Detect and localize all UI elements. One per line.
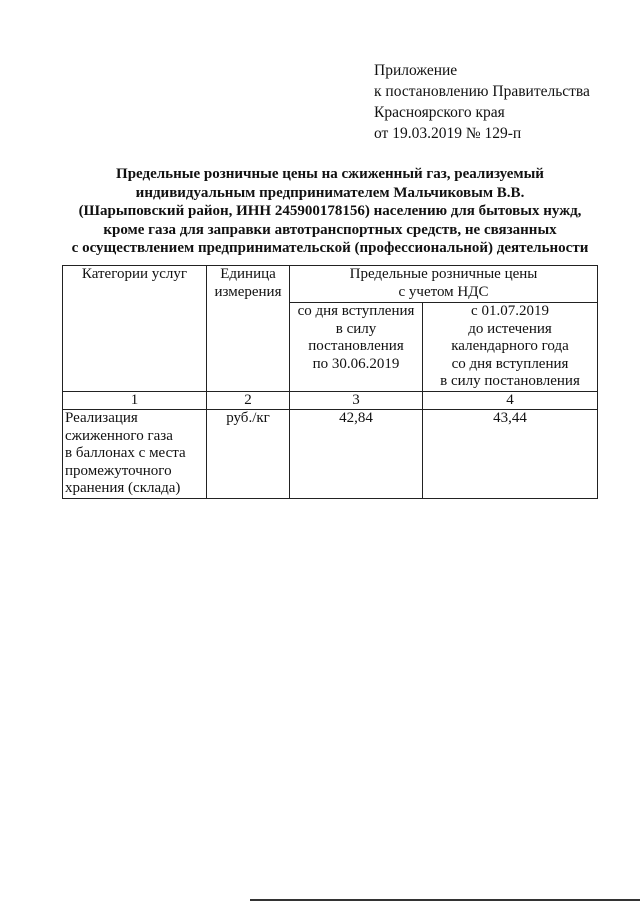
row-unit: руб./кг [207,410,290,499]
row-price-period-1: 42,84 [290,410,423,499]
row-category: Реализация сжиженного газа в баллонах с места промежуточного хранения (склада) [63,410,207,499]
appendix-line: Красноярского края [374,104,505,121]
table-row [63,410,598,499]
column-number-row [63,391,598,410]
header-period-1: со дня вступления в силу постановления по 30.06.2019 [290,303,423,392]
appendix-line: к постановлению Правительства [374,83,590,100]
row-price-period-2: 43,44 [423,410,598,499]
appendix-header [374,60,590,144]
column-number: 2 [207,391,290,410]
title-line: с осуществлением предпринимательской (профессиональной) деятельности [71,240,589,256]
column-number: 1 [63,391,207,410]
title-line: индивидуальным предпринимателем Мальчиковым В.В. [135,184,525,201]
header-prices: Предельные розничные цены с учетом НДС [290,266,598,303]
document-title [60,165,600,258]
price-table [62,265,598,499]
title-line: кроме газа для заправки автотранспортных средств, не связанных [103,221,557,238]
header-unit: Единица измерения [207,266,290,392]
title-line: (Шарыповский район, ИНН 245900178156) населению для бытовых нужд, [78,203,582,219]
column-number: 3 [290,391,423,410]
scan-edge-line [250,899,640,901]
appendix-line: Приложение [374,62,458,79]
header-category: Категории услуг [63,266,207,392]
column-number: 4 [423,391,598,410]
title-line: Предельные розничные цены на сжиженный газ, реализуемый [116,166,544,182]
appendix-line: от 19.03.2019 № 129-п [374,125,522,142]
header-period-2: с 01.07.2019 до истечения календарного года со дня вступления в силу постановления [423,303,598,392]
